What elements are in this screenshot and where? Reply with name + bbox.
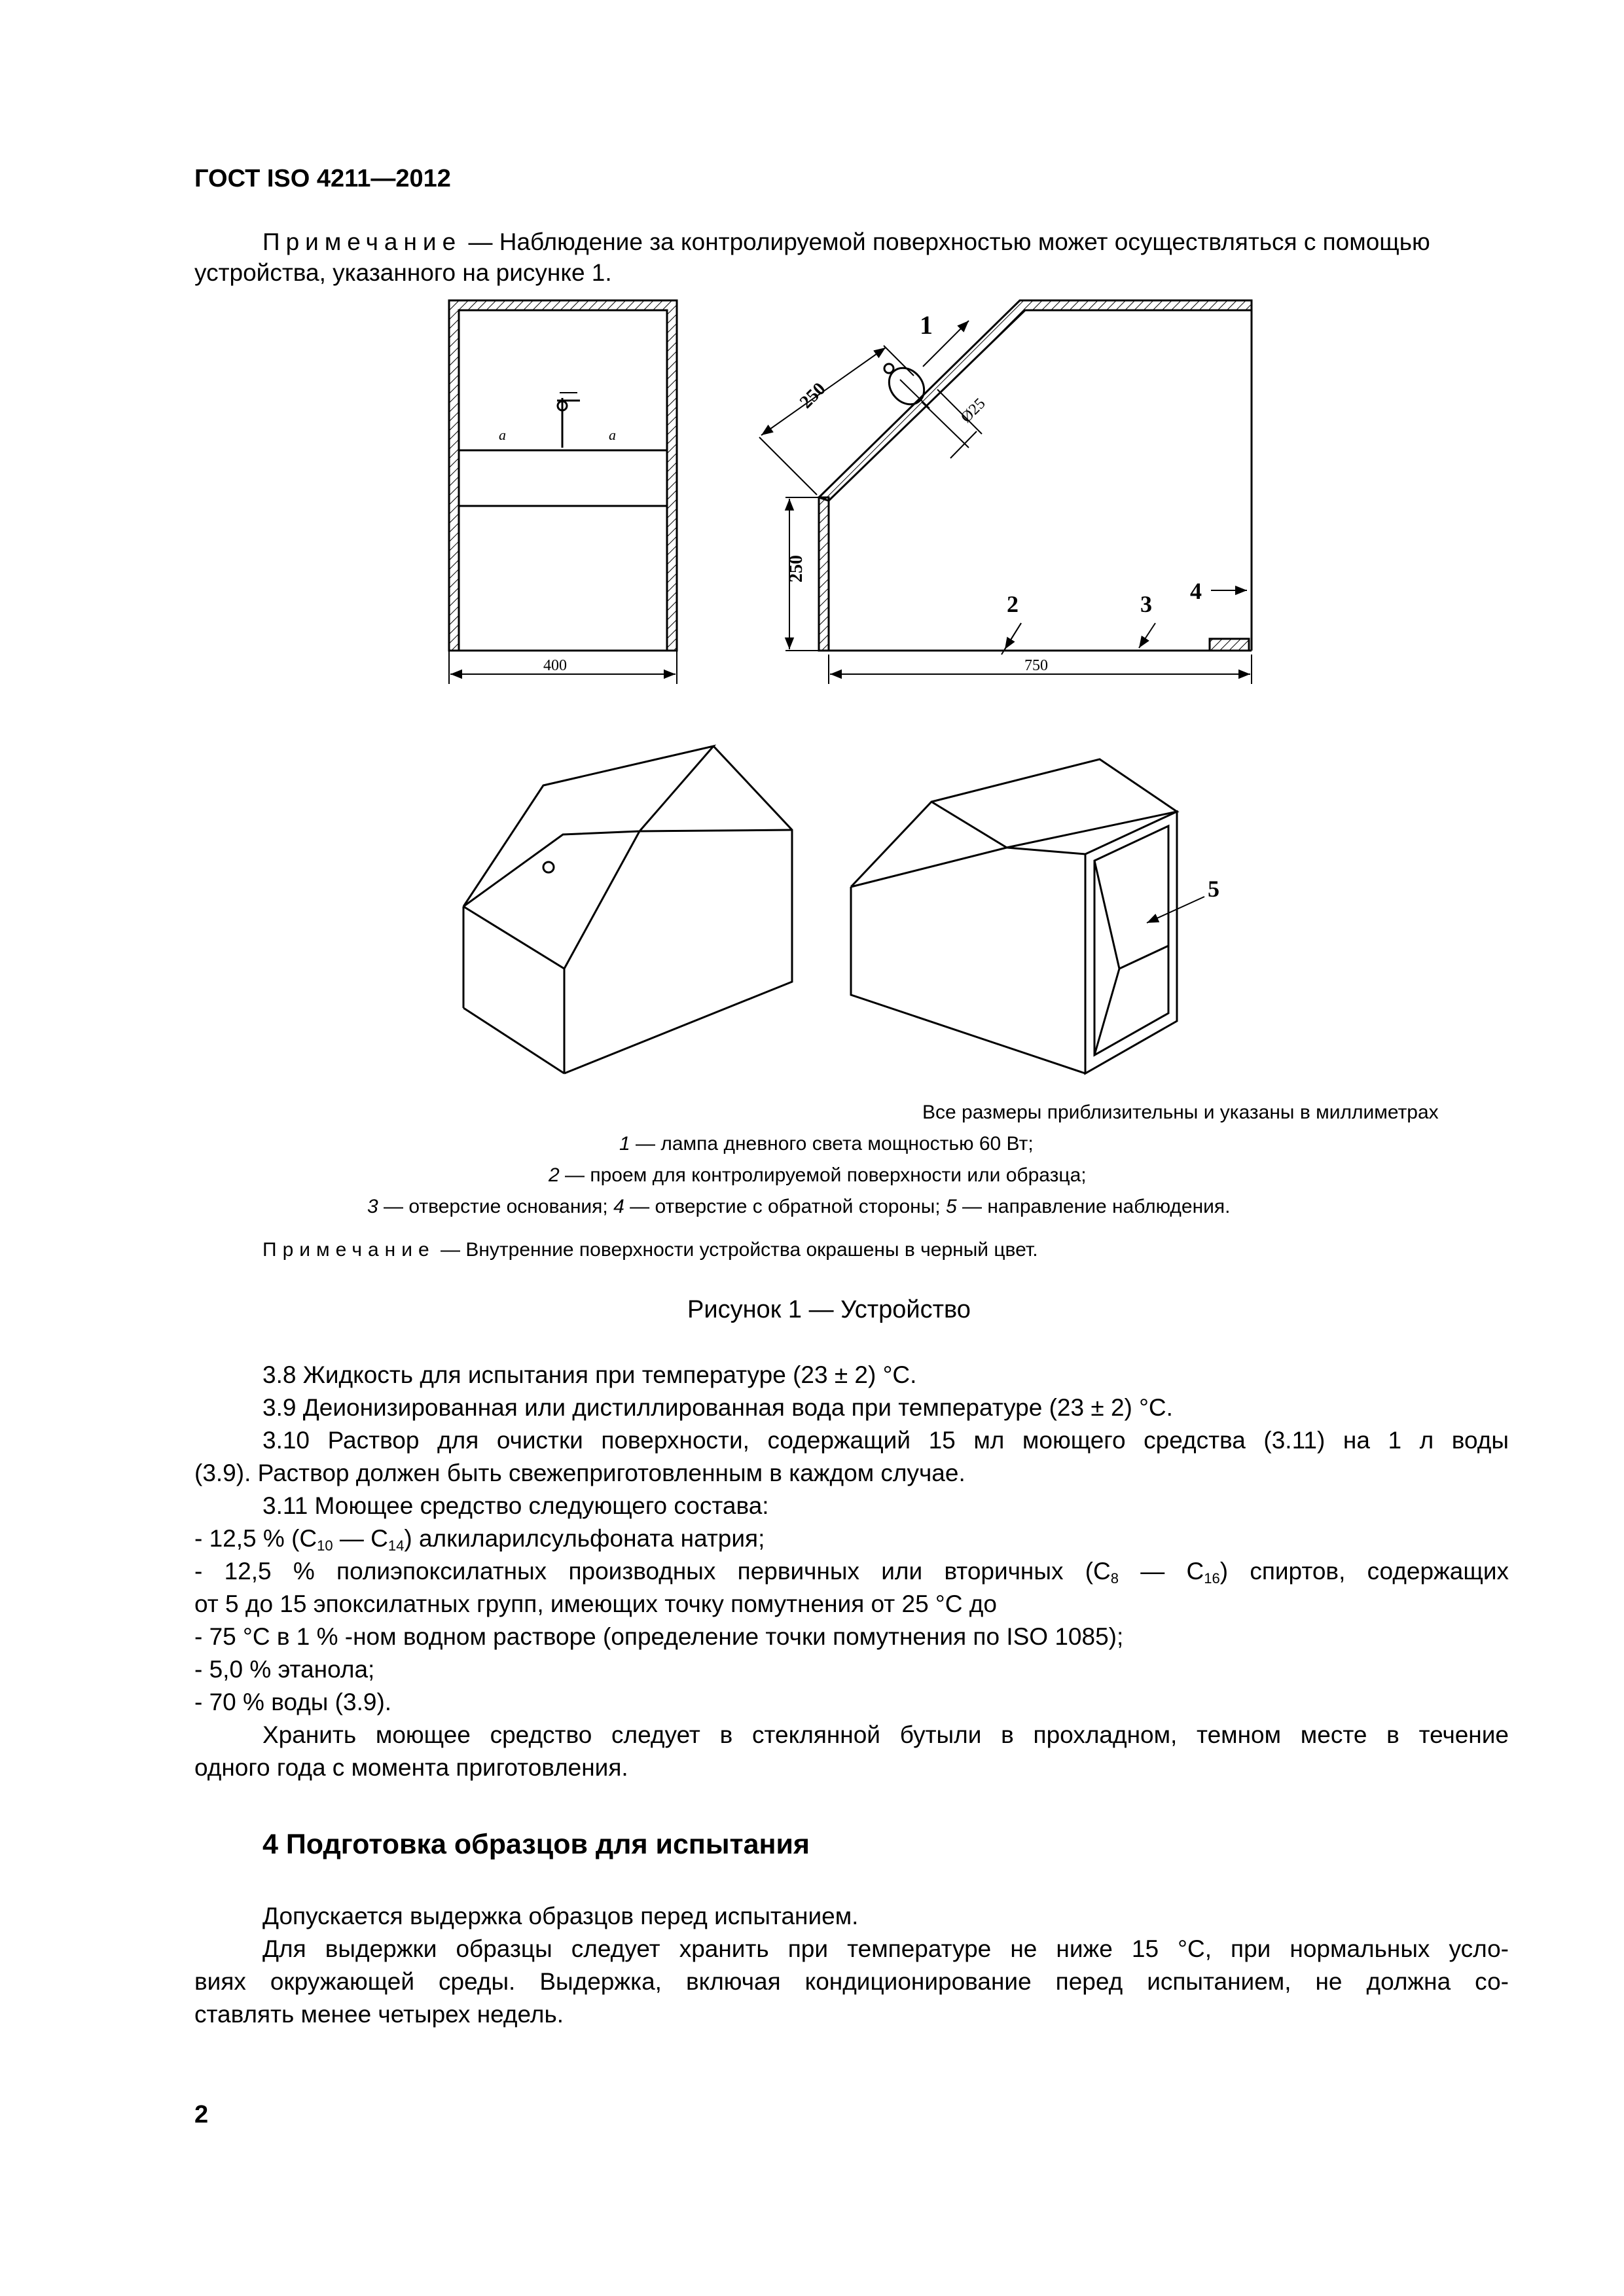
- section-4-heading: 4 Подготовка образцов для испытания: [262, 1829, 810, 1860]
- isometric-view-back: [851, 406, 1204, 1073]
- item2-sub-1: 8: [1110, 1570, 1119, 1587]
- dim-a-left: a: [499, 427, 506, 443]
- list-item-3: - 5,0 % этанола;: [194, 1656, 375, 1683]
- note-text: — Наблюдение за контролируемой поверхностью может осуществляться с помощью: [468, 228, 1430, 255]
- item2-post: ) спиртов, содержащих: [1219, 1558, 1509, 1585]
- figure-note: [262, 1234, 1038, 1266]
- callout-2: 2: [1007, 591, 1019, 617]
- legend-text-5: — направление наблюдения.: [962, 1196, 1231, 1217]
- legend-num-2: 2: [549, 1164, 560, 1186]
- item2-sub-2: 16: [1204, 1570, 1220, 1587]
- list-item-4: - 70 % воды (3.9).: [194, 1689, 392, 1715]
- item1-pre: - 12,5 % (С: [194, 1525, 317, 1552]
- note-label: Примечание: [262, 228, 462, 255]
- legend-num-5: 5: [945, 1196, 957, 1217]
- list-item-2-line-1: [194, 1555, 1509, 1588]
- item1-sub-1: 10: [317, 1537, 333, 1554]
- legend-text-2: — проем для контролируемой поверхности или образца;: [565, 1164, 1087, 1186]
- item1-post: ) алкиларилсульфоната натрия;: [404, 1525, 765, 1552]
- legend-num-4: 4: [613, 1196, 624, 1217]
- storage-line-1: Хранить моющее средство следует в стеклянной бутыли в прохладном, темном месте в течение: [262, 1721, 1509, 1748]
- dimensions-note: Все размеры приблизительны и указаны в миллиметрах: [922, 1102, 1439, 1123]
- isometric-view-front: [463, 746, 792, 1073]
- legend-line-3: [367, 1191, 1231, 1223]
- document-code: ГОСТ ISO 4211—2012: [194, 165, 451, 192]
- front-view: [449, 300, 677, 684]
- dim-width-400: 400: [543, 657, 567, 674]
- callout-4: 4: [1190, 578, 1202, 604]
- callout-3: 3: [1140, 591, 1152, 617]
- dim-length-750: 750: [1024, 657, 1048, 674]
- legend-text-3: — отверстие основания;: [384, 1196, 614, 1217]
- clause-3-9: 3.9 Деионизированная или дистиллированная вода при температуре (23 ± 2) °С.: [262, 1394, 1173, 1421]
- clause-3-10-line-2: (3.9). Раствор должен быть свежеприготовленным в каждом случае.: [194, 1460, 965, 1486]
- device-figure: [0, 0, 1624, 1113]
- legend-line-2: [549, 1160, 1087, 1191]
- list-item-1: [194, 1522, 765, 1555]
- item1-mid: — С: [333, 1525, 388, 1552]
- dim-height-250: 250: [786, 555, 806, 583]
- note-line-2: устройства, указанного на рисунке 1.: [194, 259, 612, 286]
- clause-3-10-line-1: 3.10 Раствор для очистки поверхности, содержащий 15 мл моющего средства (3.11) на 1 л воды: [262, 1427, 1509, 1454]
- legend-text-1: — лампа дневного света мощностью 60 Вт;: [636, 1133, 1034, 1155]
- legend-line-1: [619, 1128, 1034, 1160]
- section-4-para-2-line-3: ставлять менее четырех недель.: [194, 2001, 564, 2028]
- legend-text-4: — отверстие с обратной стороны;: [630, 1196, 946, 1217]
- figure-caption: Рисунок 1 — Устройство: [687, 1296, 971, 1323]
- figure-note-label: Примечание: [262, 1239, 435, 1261]
- callout-5: 5: [1208, 876, 1219, 902]
- list-item-2-line-3: - 75 °С в 1 % -ном водном растворе (определение точки помутнения по ISO 1085);: [194, 1623, 1124, 1650]
- dim-diameter: Ø25: [958, 395, 989, 427]
- clause-3-11: 3.11 Моющее средство следующего состава:: [262, 1492, 769, 1519]
- callout-1: 1: [920, 310, 933, 340]
- storage-line-2: одного года с момента приготовления.: [194, 1754, 628, 1781]
- section-4-para-2-line-1: Для выдержки образцы следует хранить при температуре не ниже 15 °С, при нормальных усло-: [262, 1935, 1509, 1962]
- list-item-2-line-2: от 5 до 15 эпоксилатных групп, имеющих точку помутнения от 25 °С до: [194, 1590, 997, 1617]
- page-number: 2: [194, 2101, 209, 2128]
- legend-num-1: 1: [619, 1133, 630, 1155]
- figure-note-text: — Внутренние поверхности устройства окрашены в черный цвет.: [441, 1239, 1038, 1261]
- dim-slope-250: 250: [795, 378, 830, 413]
- side-view: [759, 300, 1252, 684]
- dim-a-right: a: [609, 427, 616, 443]
- clause-3-8: 3.8 Жидкость для испытания при температуре (23 ± 2) °С.: [262, 1361, 917, 1388]
- item2-pre: - 12,5 % полиэпоксилатных производных первичных или вторичных (С: [194, 1558, 1111, 1585]
- item2-mid: — С: [1119, 1558, 1204, 1585]
- item1-sub-2: 14: [388, 1537, 405, 1554]
- legend-num-3: 3: [367, 1196, 378, 1217]
- section-4-para-2-line-2: виях окружающей среды. Выдержка, включая кондиционирование перед испытанием, не должна со-: [194, 1968, 1509, 1995]
- section-4-para-1: Допускается выдержка образцов перед испытанием.: [262, 1903, 859, 1929]
